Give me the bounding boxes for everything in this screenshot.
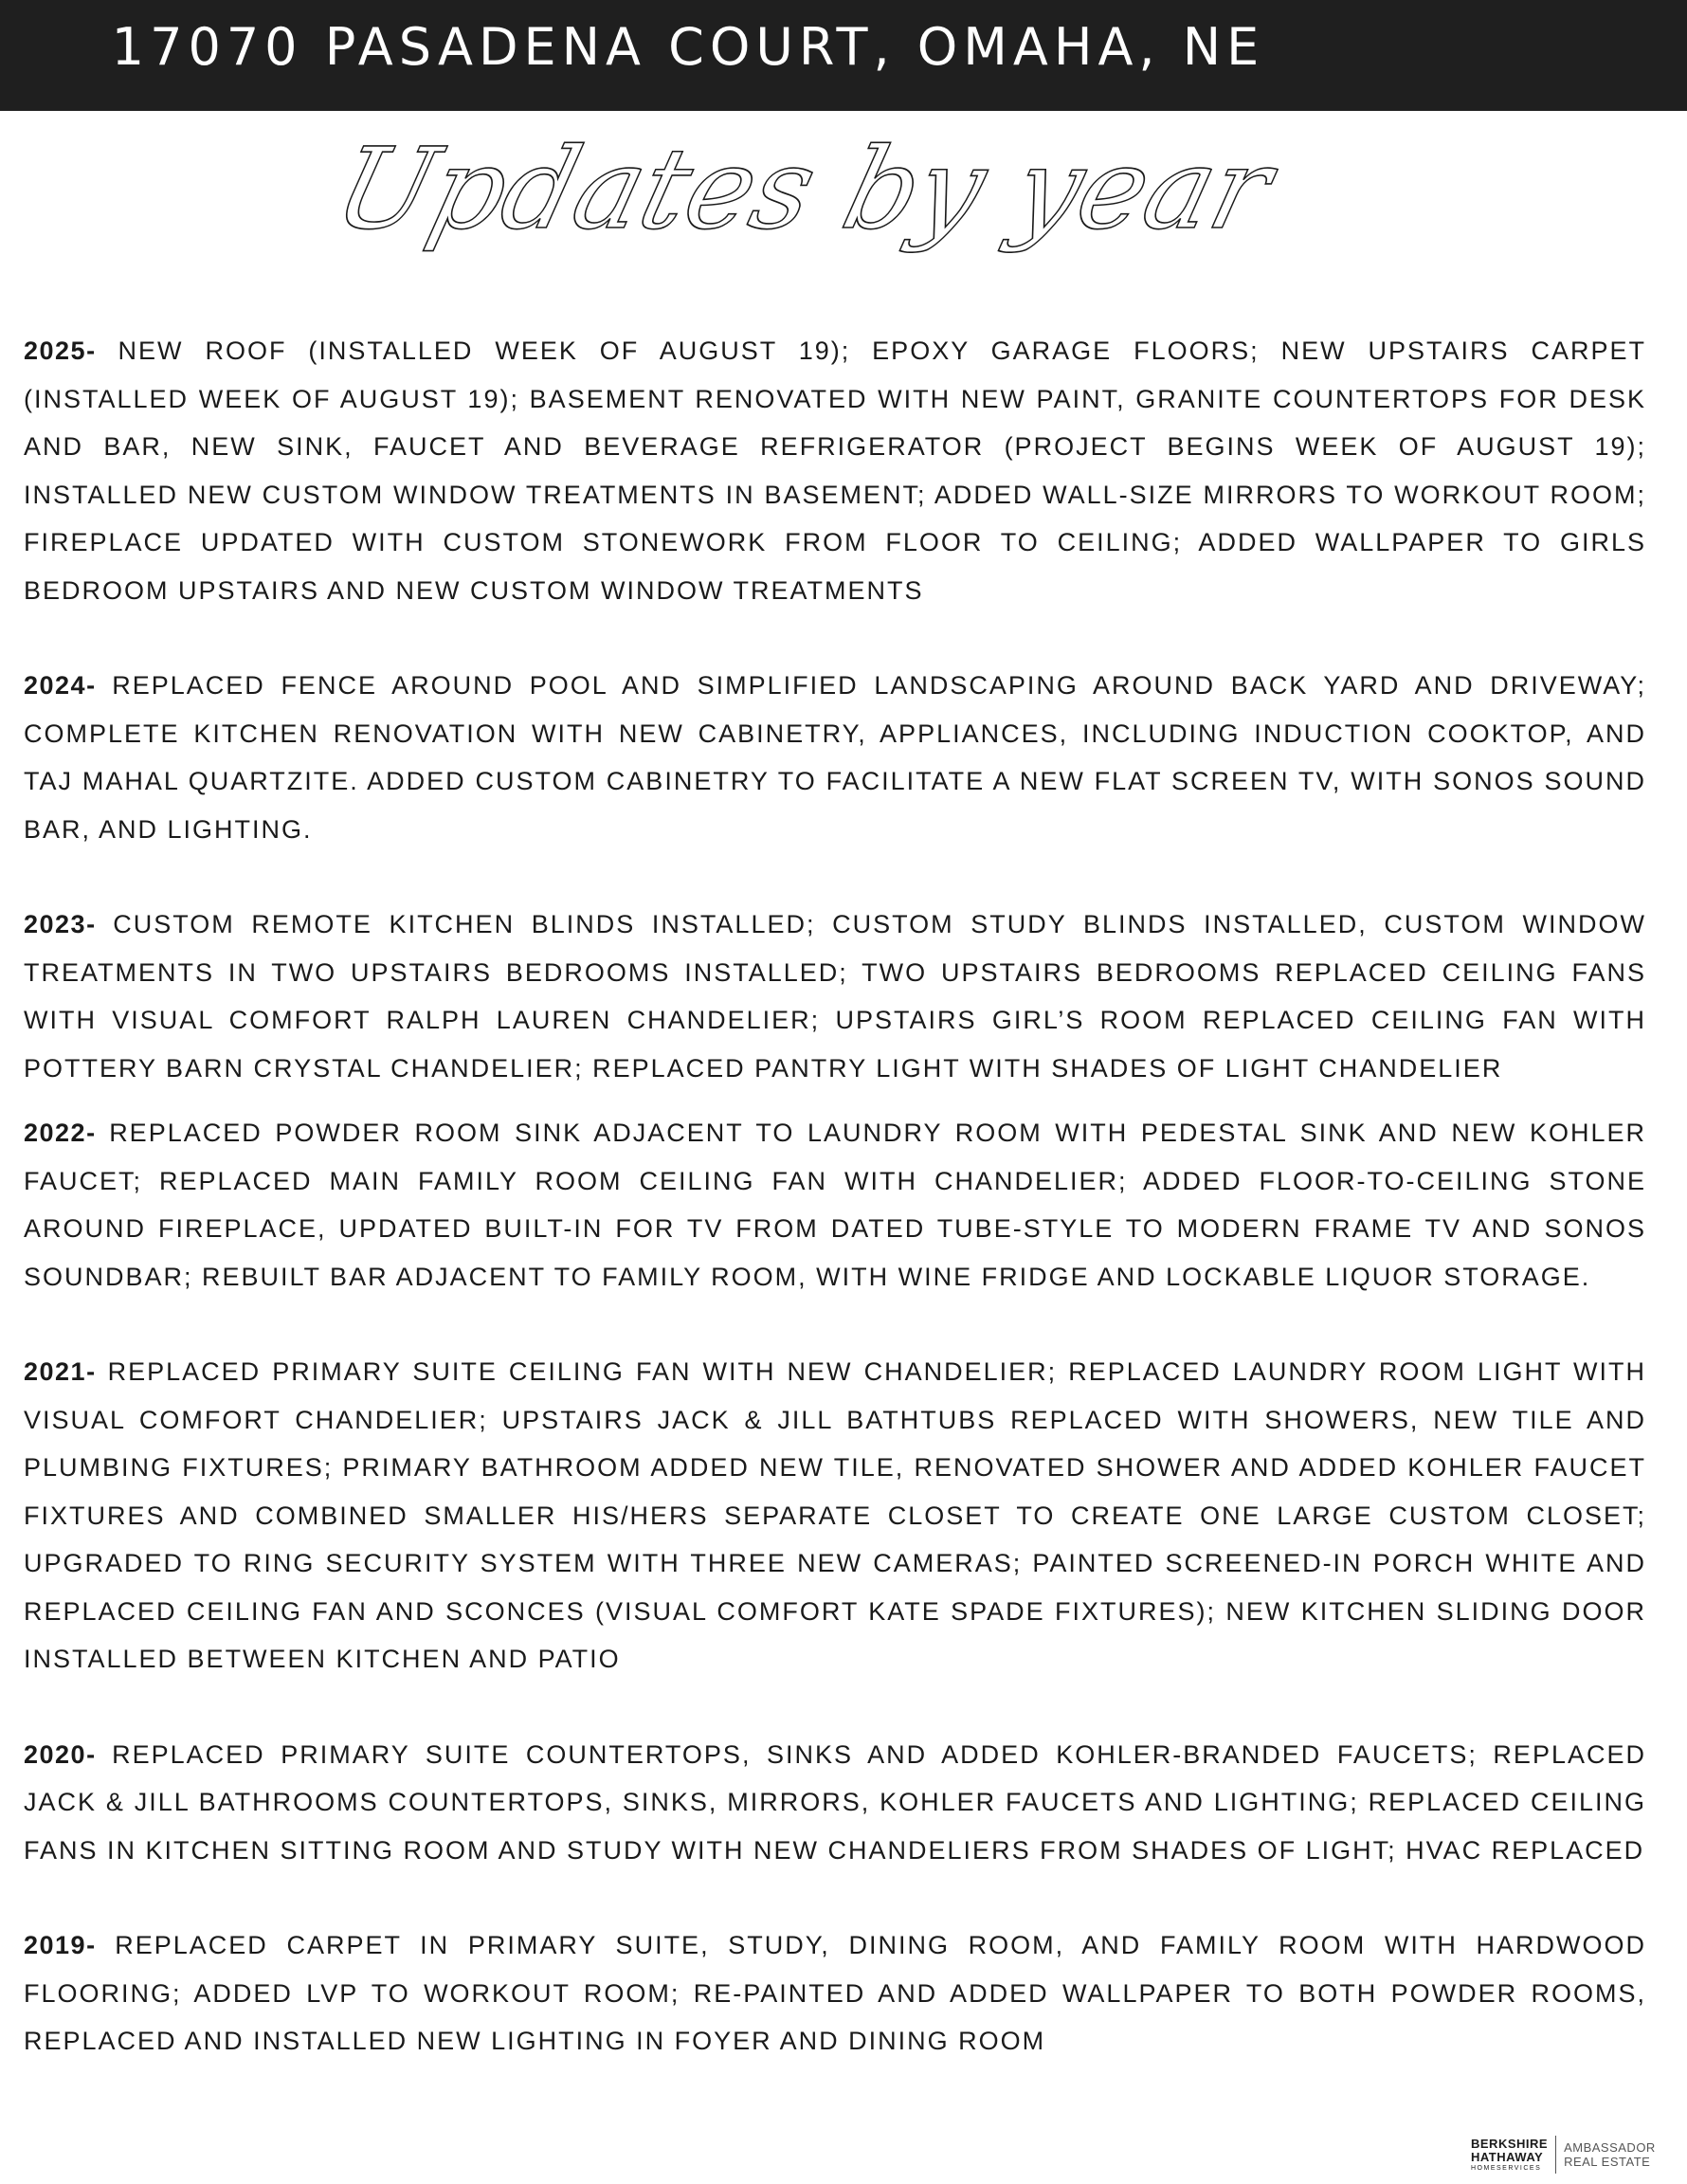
entry-text: REPLACED PRIMARY SUITE CEILING FAN WITH NEW CHANDELIER; REPLACED LAUNDRY ROOM LIGHT WITH VISUAL COMFORT CHANDELIER; UPSTAIRS JACK & JILL BATHTUBS REPLACED WITH SHOWERS, NEW TILE AND PLUMBING FIXTURES; PRIMARY BATHROOM ADDED NEW TILE, RENOVATED SHOWER AND ADDED KOHLER FAUCET FIXTURES AND COMBINED SMALLER HIS/HERS SEPARATE CLOSET TO CREATE ONE LARGE CUSTOM CLOSET; UPGRADED TO RING SECURITY SYSTEM WITH THREE NEW CAMERAS; PAINTED SCREENED-IN PORCH WHITE AND REPLACED CEILING FAN AND SCONCES (VISUAL COMFORT KATE SPADE FIXTURES); NEW KITCHEN SLIDING DOOR INSTALLED BETWEEN KITCHEN AND PATIO [24,1357,1646,1673]
logo-wordmark [1471,2138,1548,2173]
updates-list [24,327,1646,2066]
entry-year: 2021- [24,1357,97,1386]
entry-year: 2024- [24,671,97,700]
entry-text: REPLACED POWDER ROOM SINK ADJACENT TO LAUNDRY ROOM WITH PEDESTAL SINK AND NEW KOHLER FAUCET; REPLACED MAIN FAMILY ROOM CEILING FAN WITH CHANDELIER; ADDED FLOOR-TO-CEILING STONE AROUND FIREPLACE, UPDATED BUILT-IN FOR TV FROM DATED TUBE-STYLE TO MODERN FRAME TV AND SONOS SOUNDBAR; REBUILT BAR ADJACENT TO FAMILY ROOM, WITH WINE FRIDGE AND LOCKABLE LIQUOR STORAGE. [24,1119,1646,1291]
entry-text: REPLACED CARPET IN PRIMARY SUITE, STUDY, DINING ROOM, AND FAMILY ROOM WITH HARDWOOD FLOORING; ADDED LVP TO WORKOUT ROOM; RE-PAINTED AND ADDED WALLPAPER TO BOTH POWDER ROOMS, REPLACED AND INSTALLED NEW LIGHTING IN FOYER AND DINING ROOM [24,1931,1646,2055]
header-bar [0,0,1687,111]
entry-year: 2019- [24,1931,97,1959]
entry-2023 [24,901,1646,1092]
entry-2019 [24,1921,1646,2066]
entry-year: 2022- [24,1119,97,1147]
script-heading [322,123,1284,332]
entry-2021 [24,1348,1646,1684]
entry-year: 2023- [24,910,97,938]
script-heading-graphic [322,123,1284,332]
logo-line1: BERKSHIRE [1471,2136,1549,2151]
entry-2022 [24,1109,1646,1301]
entry-year: 2020- [24,1739,97,1769]
logo-office-line1: AMBASSADOR [1564,2140,1656,2155]
logo-line3: HOMESERVICES [1471,2164,1542,2172]
entry-text: CUSTOM REMOTE KITCHEN BLINDS INSTALLED; CUSTOM STUDY BLINDS INSTALLED, CUSTOM WINDOW TREATMENTS IN TWO UPSTAIRS BEDROOMS INSTALLED; TWO UPSTAIRS BEDROOMS REPLACED CEILING FANS WITH VISUAL COMFORT RALPH LAUREN CHANDELIER; UPSTAIRS GIRL’S ROOM REPLACED CEILING FAN WITH POTTERY BARN CRYSTAL CHANDELIER; REPLACED PANTRY LIGHT WITH SHADES OF LIGHT CHANDELIER [24,910,1646,1083]
entry-2025 [24,327,1646,614]
entry-text: NEW ROOF (INSTALLED WEEK OF AUGUST 19); EPOXY GARAGE FLOORS; NEW UPSTAIRS CARPET (INSTALLED WEEK OF AUGUST 19); BASEMENT RENOVATED WITH NEW PAINT, GRANITE COUNTERTOPS FOR DESK AND BAR, NEW SINK, FAUCET AND BEVERAGE REFRIGERATOR (PROJECT BEGINS WEEK OF AUGUST 19); INSTALLED NEW CUSTOM WINDOW TREATMENTS IN BASEMENT; ADDED WALL-SIZE MIRRORS TO WORKOUT ROOM; FIREPLACE UPDATED WITH CUSTOM STONEWORK FROM FLOOR TO CEILING; ADDED WALLPAPER TO GIRLS BEDROOM UPSTAIRS AND NEW CUSTOM WINDOW TREATMENTS [24,337,1646,605]
entry-2020 [24,1731,1646,1875]
entry-year: 2025- [24,337,97,365]
entry-2024 [24,662,1646,853]
entry-text: REPLACED FENCE AROUND POOL AND SIMPLIFIED LANDSCAPING AROUND BACK YARD AND DRIVEWAY; COMPLETE KITCHEN RENOVATION WITH NEW CABINETRY, APPLIANCES, INCLUDING INDUCTION COOKTOP, AND TAJ MAHAL QUARTZITE. ADDED CUSTOM CABINETRY TO FACILITATE A NEW FLAT SCREEN TV, WITH SONOS SOUND BAR, AND LIGHTING. [24,671,1646,844]
script-heading-text: Updates by year [322,124,1284,255]
logo-divider [1555,2136,1556,2174]
entry-text: REPLACED PRIMARY SUITE COUNTERTOPS, SINKS AND ADDED KOHLER-BRANDED FAUCETS; REPLACED JACK & JILL BATHROOMS COUNTERTOPS, SINKS, MIRRORS, KOHLER FAUCETS AND LIGHTING; REPLACED CEILING FANS IN KITCHEN SITTING ROOM AND STUDY WITH NEW CHANDELIERS FROM SHADES OF LIGHT; HVAC REPLACED [24,1739,1646,1865]
logo-office-line2: REAL ESTATE [1564,2155,1651,2169]
logo-office [1564,2140,1656,2169]
page-title: 17070 PASADENA COURT, OMAHA, NE [111,17,1265,77]
logo-line2: HATHAWAY [1471,2149,1544,2164]
brokerage-logo [1471,2132,1681,2177]
